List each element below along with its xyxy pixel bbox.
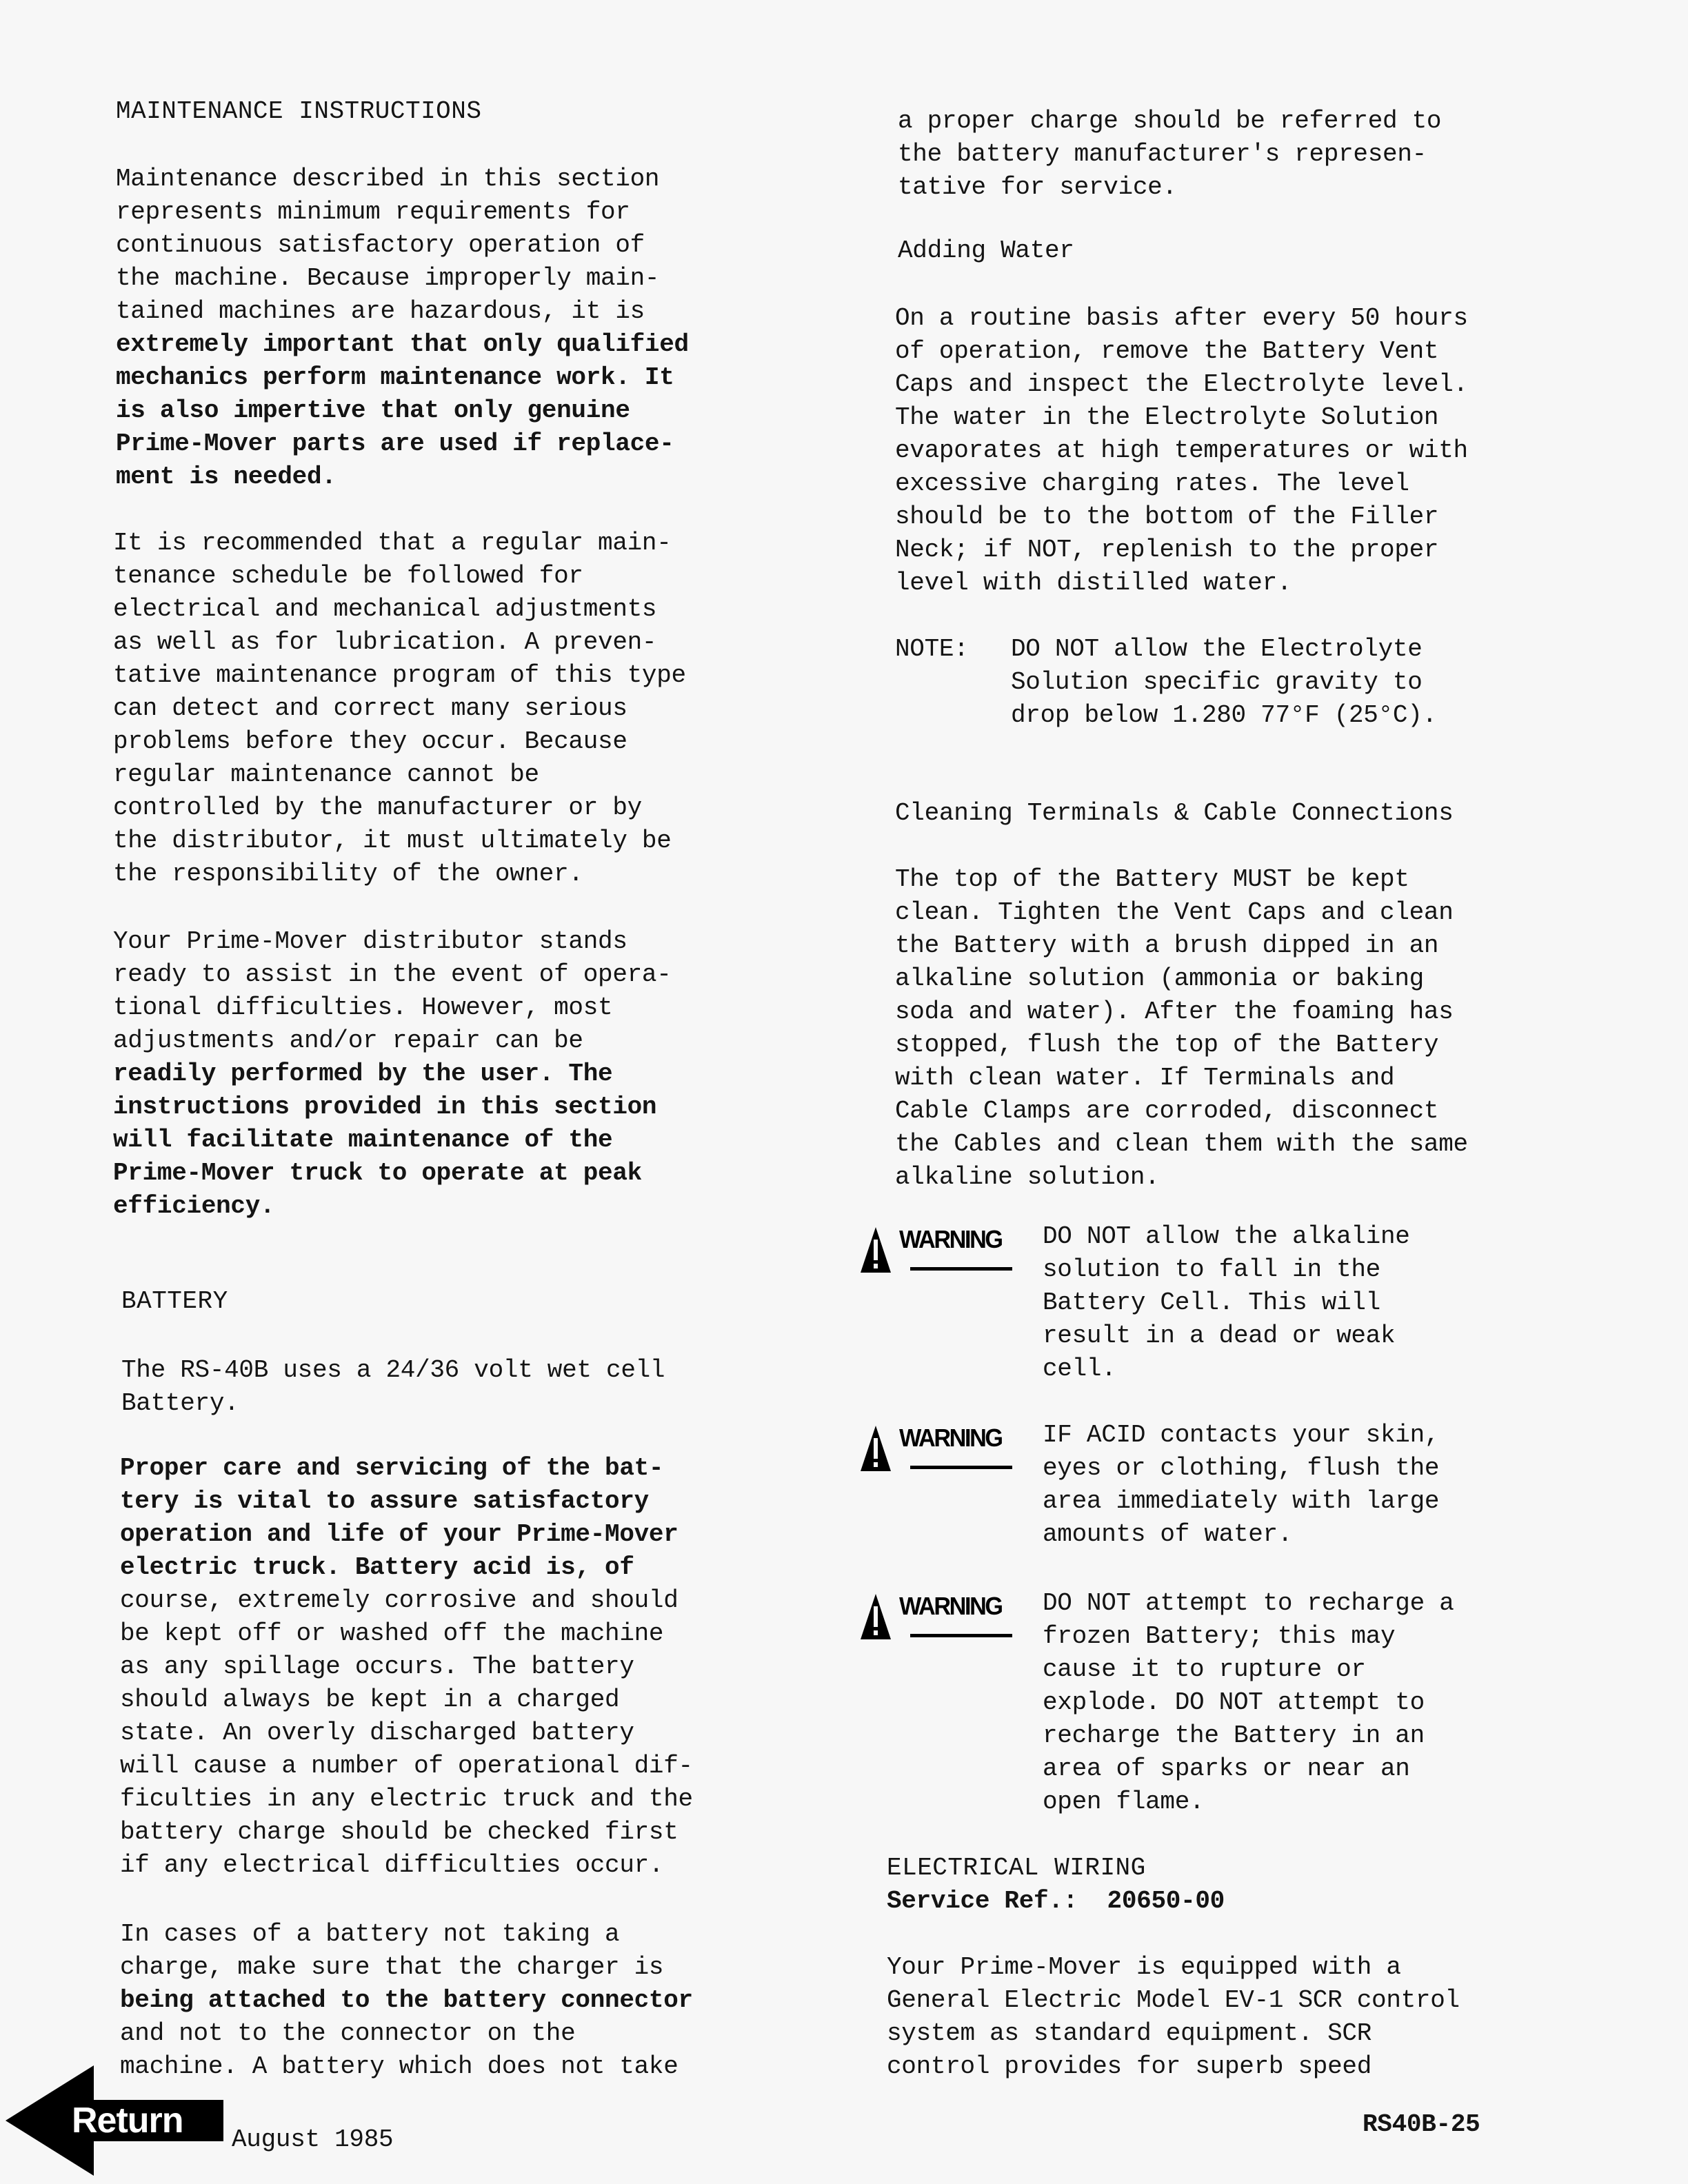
text-line: Prime-Mover parts are used if replace- bbox=[116, 429, 674, 458]
warning-text-line: recharge the Battery in an bbox=[1043, 1721, 1425, 1750]
warning-badge bbox=[859, 1423, 1027, 1478]
text-line: the responsibility of the owner. bbox=[113, 860, 583, 888]
text-line: tional difficulties. However, most bbox=[113, 993, 613, 1022]
text-line: being attached to the battery connector bbox=[120, 1986, 693, 2014]
text-line: be kept off or washed off the machine bbox=[120, 1619, 664, 1648]
warning-text-line: amounts of water. bbox=[1043, 1520, 1293, 1548]
warning-text-line: area of sparks or near an bbox=[1043, 1755, 1410, 1783]
text-line: electrical and mechanical adjustments bbox=[113, 595, 657, 623]
warning-label: WARNING bbox=[899, 1424, 1002, 1452]
text-line: Battery. bbox=[121, 1389, 239, 1417]
warning-text-line: explode. DO NOT attempt to bbox=[1043, 1688, 1425, 1717]
text-line: tative maintenance program of this type bbox=[113, 661, 686, 689]
heading: BATTERY bbox=[121, 1287, 228, 1315]
text-line: the battery manufacturer's represen- bbox=[898, 140, 1427, 168]
warning-badge bbox=[859, 1591, 1027, 1646]
text-line: Caps and inspect the Electrolyte level. bbox=[895, 370, 1468, 398]
text-line: electric truck. Battery acid is, of bbox=[120, 1553, 634, 1581]
footer-page-number: RS40B-25 bbox=[1363, 2110, 1480, 2138]
text-line: mechanics perform maintenance work. It bbox=[116, 363, 674, 392]
text-line: clean. Tighten the Vent Caps and clean bbox=[895, 898, 1454, 927]
subheading: Cleaning Terminals & Cable Connections bbox=[895, 799, 1454, 827]
note-label: NOTE: bbox=[895, 635, 969, 663]
text-line: of operation, remove the Battery Vent bbox=[895, 337, 1439, 365]
heading: Service Ref.: 20650-00 bbox=[887, 1887, 1225, 1915]
return-button-label: Return bbox=[72, 2101, 183, 2141]
text-line: adjustments and/or repair can be bbox=[113, 1027, 583, 1055]
text-line: control provides for superb speed bbox=[887, 2052, 1372, 2081]
text-line: machine. A battery which does not take bbox=[120, 2052, 679, 2081]
text-line: with clean water. If Terminals and bbox=[895, 1064, 1395, 1092]
text-line: evaporates at high temperatures or with bbox=[895, 436, 1468, 465]
text-line: The water in the Electrolyte Solution bbox=[895, 403, 1439, 432]
text-line: In cases of a battery not taking a bbox=[120, 1920, 620, 1948]
warning-text-line: open flame. bbox=[1043, 1788, 1205, 1816]
text-line: tained machines are hazardous, it is bbox=[116, 297, 645, 325]
footer-date: August 1985 bbox=[232, 2125, 394, 2154]
text-line: operation and life of your Prime-Mover bbox=[120, 1520, 679, 1548]
text-line: tenance schedule be followed for bbox=[113, 562, 583, 590]
text-line: continuous satisfactory operation of bbox=[116, 231, 645, 259]
warning-text-line: cause it to rupture or bbox=[1043, 1655, 1366, 1684]
text-line: the machine. Because improperly main- bbox=[116, 264, 660, 292]
warning-text-line: solution to fall in the bbox=[1043, 1255, 1380, 1284]
text-line: instructions provided in this section bbox=[113, 1093, 657, 1121]
text-line: should always be kept in a charged bbox=[120, 1686, 620, 1714]
warning-label: WARNING bbox=[899, 1592, 1002, 1620]
text-line: tative for service. bbox=[898, 173, 1177, 201]
text-line: regular maintenance cannot be bbox=[113, 760, 539, 789]
text-line: will facilitate maintenance of the bbox=[113, 1126, 613, 1154]
text-line: Proper care and servicing of the bat- bbox=[120, 1454, 664, 1482]
text-line: General Electric Model EV-1 SCR control bbox=[887, 1986, 1460, 2014]
text-line: is also impertive that only genuine bbox=[116, 396, 630, 425]
text-line: Your Prime-Mover distributor stands bbox=[113, 927, 627, 956]
text-line: It is recommended that a regular main- bbox=[113, 529, 672, 557]
warning-badge bbox=[859, 1224, 1027, 1280]
text-line: extremely important that only qualified bbox=[116, 330, 689, 358]
text-line: Maintenance described in this section bbox=[116, 165, 660, 193]
note-line: Solution specific gravity to bbox=[1011, 668, 1423, 696]
return-button[interactable] bbox=[6, 2065, 223, 2176]
subheading: Adding Water bbox=[898, 236, 1074, 265]
note-line: drop below 1.280 77°F (25°C). bbox=[1011, 701, 1437, 729]
text-line: as well as for lubrication. A preven- bbox=[113, 628, 657, 656]
text-line: alkaline solution. bbox=[895, 1163, 1160, 1191]
warning-text-line: DO NOT allow the alkaline bbox=[1043, 1222, 1410, 1251]
text-line: can detect and correct many serious bbox=[113, 694, 627, 722]
text-line: the distributor, it must ultimately be bbox=[113, 827, 672, 855]
warning-text-line: Battery Cell. This will bbox=[1043, 1288, 1380, 1317]
text-line: Your Prime-Mover is equipped with a bbox=[887, 1953, 1401, 1981]
text-line: charge, make sure that the charger is bbox=[120, 1953, 664, 1981]
text-line: as any spillage occurs. The battery bbox=[120, 1652, 634, 1681]
text-line: efficiency. bbox=[113, 1192, 275, 1220]
text-line: soda and water). After the foaming has bbox=[895, 998, 1454, 1026]
warning-label: WARNING bbox=[899, 1225, 1002, 1253]
warning-text-line: eyes or clothing, flush the bbox=[1043, 1454, 1440, 1482]
warning-text-line: result in a dead or weak bbox=[1043, 1322, 1396, 1350]
warning-text-line: cell. bbox=[1043, 1355, 1116, 1383]
text-line: ment is needed. bbox=[116, 463, 336, 491]
text-line: controlled by the manufacturer or by bbox=[113, 793, 642, 822]
text-line: The top of the Battery MUST be kept bbox=[895, 865, 1409, 893]
note-line: DO NOT allow the Electrolyte bbox=[1011, 635, 1423, 663]
text-line: course, extremely corrosive and should bbox=[120, 1586, 679, 1615]
text-line: level with distilled water. bbox=[895, 569, 1292, 597]
text-line: tery is vital to assure satisfactory bbox=[120, 1487, 649, 1515]
text-line: alkaline solution (ammonia or baking bbox=[895, 964, 1424, 993]
heading: ELECTRICAL WIRING bbox=[887, 1854, 1146, 1882]
text-line: state. An overly discharged battery bbox=[120, 1719, 634, 1747]
text-line: stopped, flush the top of the Battery bbox=[895, 1031, 1439, 1059]
text-line: represents minimum requirements for bbox=[116, 198, 630, 226]
text-line: a proper charge should be referred to bbox=[898, 107, 1442, 135]
text-line: problems before they occur. Because bbox=[113, 727, 627, 756]
text-line: excessive charging rates. The level bbox=[895, 469, 1409, 498]
text-line: if any electrical difficulties occur. bbox=[120, 1851, 664, 1879]
text-line: Cable Clamps are corroded, disconnect bbox=[895, 1097, 1439, 1125]
text-line: Neck; if NOT, replenish to the proper bbox=[895, 536, 1439, 564]
warning-text-line: IF ACID contacts your skin, bbox=[1043, 1421, 1440, 1449]
text-line: the Battery with a brush dipped in an bbox=[895, 931, 1439, 960]
text-line: system as standard equipment. SCR bbox=[887, 2019, 1372, 2048]
text-line: and not to the connector on the bbox=[120, 2019, 576, 2048]
text-line: battery charge should be checked first bbox=[120, 1818, 679, 1846]
warning-text-line: frozen Battery; this may bbox=[1043, 1622, 1396, 1650]
text-line: The RS-40B uses a 24/36 volt wet cell bbox=[121, 1356, 665, 1384]
text-line: will cause a number of operational dif- bbox=[120, 1752, 693, 1780]
text-line: should be to the bottom of the Filler bbox=[895, 503, 1439, 531]
warning-text-line: area immediately with large bbox=[1043, 1487, 1440, 1515]
text-line: the Cables and clean them with the same bbox=[895, 1130, 1468, 1158]
text-line: ficulties in any electric truck and the bbox=[120, 1785, 693, 1813]
text-line: On a routine basis after every 50 hours bbox=[895, 304, 1468, 332]
text-line: Prime-Mover truck to operate at peak bbox=[113, 1159, 642, 1187]
text-line: ready to assist in the event of opera- bbox=[113, 960, 672, 989]
heading: MAINTENANCE INSTRUCTIONS bbox=[116, 97, 482, 125]
text-line: readily performed by the user. The bbox=[113, 1060, 613, 1088]
warning-text-line: DO NOT attempt to recharge a bbox=[1043, 1589, 1454, 1617]
